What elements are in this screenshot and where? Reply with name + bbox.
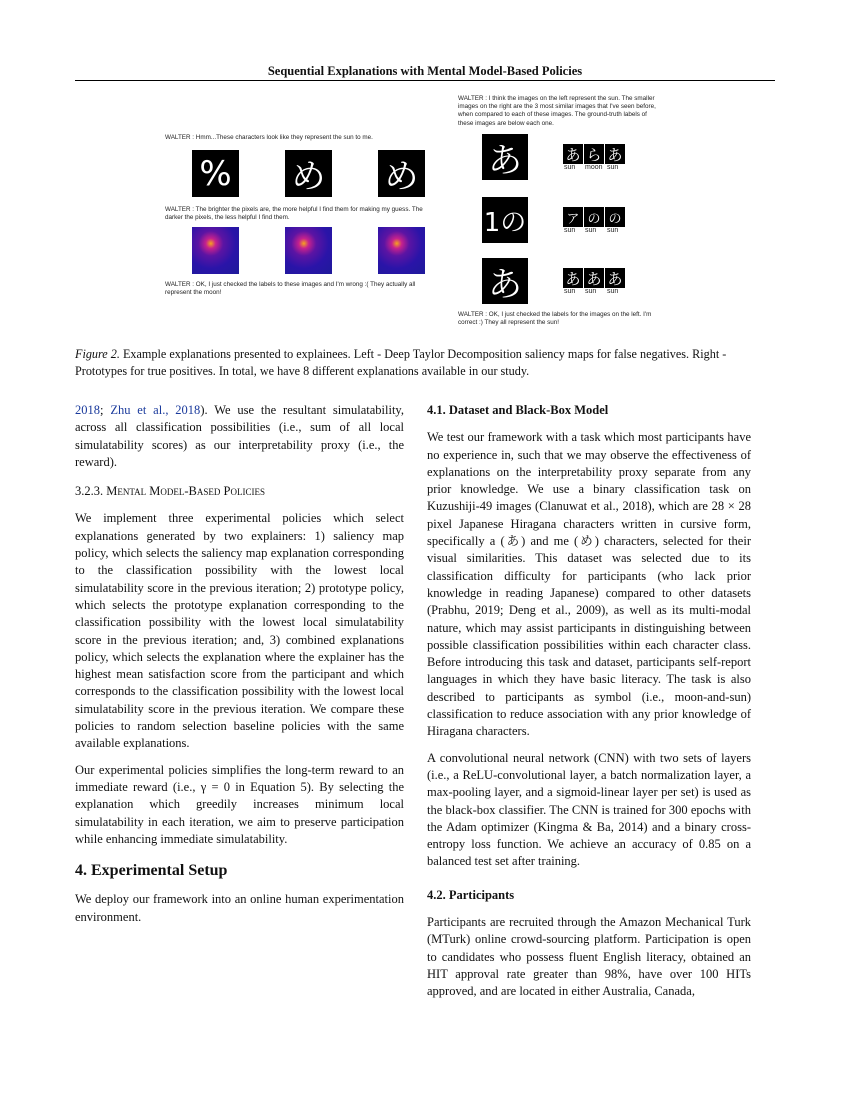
running-header: Sequential Explanations with Mental Model-Based Policies (267, 64, 583, 78)
proto-label: sun (607, 164, 619, 171)
figure-caption (75, 346, 775, 380)
right-column (427, 402, 751, 1010)
char-image: め (285, 150, 332, 197)
prototype-image: ア (563, 207, 583, 227)
proto-label: sun (585, 288, 597, 295)
char-image: あ (482, 134, 528, 180)
prototype-image: あ (605, 144, 625, 164)
left-column (75, 402, 404, 935)
subsection-heading: 3.2.3. Mental Model-Based Policies (75, 484, 265, 499)
section-heading: 4. Experimental Setup (75, 862, 228, 880)
prototype-image: ら (584, 144, 604, 164)
proto-label: sun (607, 227, 619, 234)
figure-2 (160, 92, 660, 332)
saliency-map (192, 227, 239, 274)
prototype-image: あ (605, 268, 625, 288)
prototype-image: の (605, 207, 625, 227)
char-image: % (192, 150, 239, 197)
char-image: あ (482, 258, 528, 304)
subsection-heading: 4.2. Participants (427, 887, 515, 902)
citation-link[interactable]: 2018 (75, 403, 100, 417)
saliency-map (378, 227, 425, 274)
proto-label: sun (607, 288, 619, 295)
char-image: め (378, 150, 425, 197)
text: ; (100, 403, 111, 417)
left-text-2: WALTER : The brighter the pixels are, the more helpful I find them for making my guess. The darker the pixels, the less helpful I find them. (165, 206, 423, 222)
paragraph: We deploy our framework into an online human experimentation environment. (75, 892, 404, 924)
right-text-1: WALTER : I think the images on the left represent the sun. The smaller images on the right are the 3 most similar images that I've seen before, when compared to each of these images. The ground-truth labels of these images are below each one. (458, 95, 656, 127)
citation-link[interactable]: Zhu et al., 2018 (110, 403, 201, 417)
prototype-image: あ (584, 268, 604, 288)
left-text-1: WALTER : Hmm...These characters look like they represent the sun to me. (165, 134, 373, 141)
proto-label: moon (585, 164, 603, 171)
caption-text: Example explanations presented to explainees. Left - Deep Taylor Decomposition saliency maps for false negatives. Right - Prototypes for true positives. In total, we have 8 different explanations available in our study. (75, 347, 727, 378)
paragraph: We implement three experimental policies which select explanations generated by two explainers: 1) saliency map policy, which selects the saliency map explanation corresponding to the classification possibility with the lowest local simulatability score in the previous iteration; 2) prototype policy, which selects the prototype explanation corresponding to the classification possibility with the lowest local simulatability score in the previous iteration; and, 3) combined explanations policy, which selects the explanation where the explainer has the highest mean satisfaction score from the participant and which corresponds to the classification possibility with the lowest local simulatability score in the previous iteration. We compare these policies to random selection baseline policies with the same available explanations. (75, 511, 404, 751)
right-text-2: WALTER : OK, I just checked the labels for the images on the left. I'm correct :) They all represent the sun! (458, 311, 652, 327)
paragraph: We test our framework with a task which most participants have no experience in, such that we may observe the effectiveness of explanations on the interpretability proxy separate from any prior knowledge. We use a binary classification task on Kuzushiji-49 images (Clanuwat et al., 2018), which are 28 × 28 pixel Japanese Hiragana characters written in cursive form, specifically a (あ) and me (め) characters, selected for their visual similarities. This dataset was selected due to its classification difficulty for participants (who lack prior knowledge in reading Japanese) compared to other datasets (Prabhu, 2019; Deng et al., 2009), as well as its multi-modal nature, which may assist participants in distinguishing between possible classification possibilities within each character class. Before introducing this task and dataset, participants self-report languages in which they have basic literacy. The task is also described to participants as symbol (i.e., moon-and-sun) classification to reduce association with any prior knowledge of Hiragana characters. (427, 430, 751, 739)
header-rule (75, 80, 775, 81)
prototype-image: あ (563, 144, 583, 164)
char-image: 1の (482, 197, 528, 243)
paragraph: Participants are recruited through the Amazon Mechanical Turk (MTurk) online crowd-sourcing platform. Participation is open to candidates who possess fluent English literacy, obtained an HIT approval rate greater than 98%, have over 100 HITs approved, and are located in either Australia, Canada, (427, 915, 751, 999)
proto-label: sun (564, 288, 576, 295)
text: ). We use the resultant simulatability, across all classification possibilities (i.e., sum of all local simulatability scores) as our interpretability proxy (i.e., the reward). (75, 403, 404, 469)
proto-label: sun (564, 227, 576, 234)
proto-label: sun (564, 164, 576, 171)
left-text-3: WALTER : OK, I just checked the labels to these images and I'm wrong :( They actually all represent the moon! (165, 281, 416, 297)
prototype-image: の (584, 207, 604, 227)
prototype-image: あ (563, 268, 583, 288)
proto-label: sun (585, 227, 597, 234)
paragraph: A convolutional neural network (CNN) with two sets of layers (i.e., a ReLU-convolutional layer, a batch normalization layer, a max-pooling layer, and a sigmoid-linear layer per set) is used as the black-box classifier. The CNN is trained for 300 epochs with the Adam optimizer (Kingma & Ba, 2014) and a binary cross-entropy loss function. We achieve an accuracy of 0.85 on a balanced test set after training. (427, 750, 751, 869)
paragraph: Our experimental policies simplifies the long-term reward to an immediate reward (i.e., γ = 0 in Equation 5). By selecting the explanation which greedily increases minimum local simulatability in each iteration, we aim to preserve participation while enhancing immediate simulatability. (75, 762, 404, 846)
subsection-heading: 4.1. Dataset and Black-Box Model (427, 403, 609, 417)
saliency-map (285, 227, 332, 274)
caption-label: Figure 2. (75, 347, 120, 361)
